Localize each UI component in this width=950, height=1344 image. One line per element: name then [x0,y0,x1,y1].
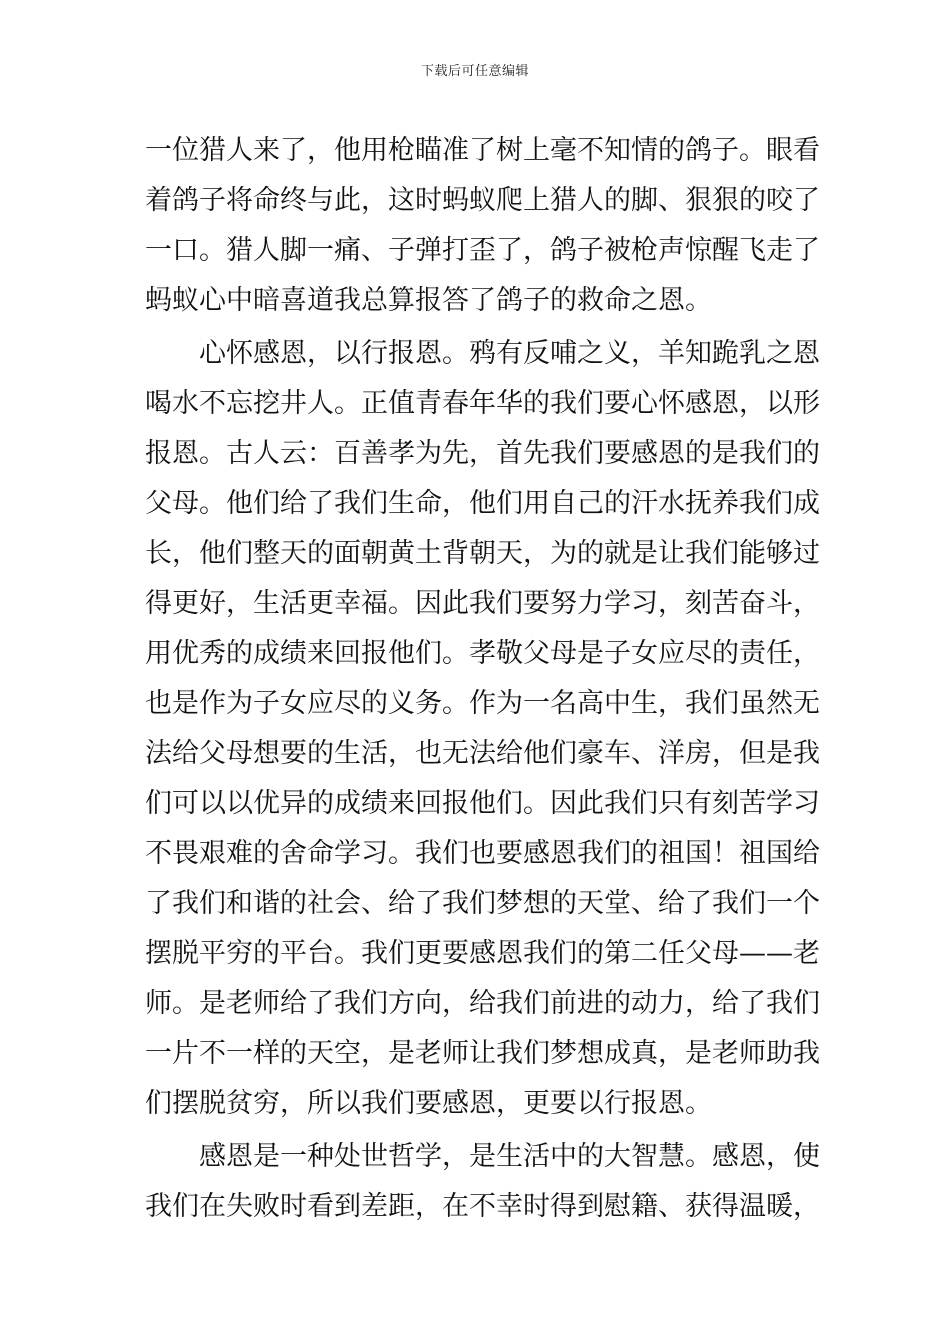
paragraph-1-line-2: 着鸽子将命终与此，这时蚂蚁爬上猎人的脚、狠狠的咬了 [145,185,820,216]
paragraph-2-line-2: 喝水不忘挖井人。正值青春年华的我们要心怀感恩，以形 [145,388,820,419]
paragraph-3-line-1: 感恩是一种处世哲学，是生活中的大智慧。感恩，使 [199,1141,820,1172]
paragraph-2-line-15: 一片不一样的天空，是老师让我们梦想成真，是老师助我 [145,1038,820,1069]
paragraph-3-line-2: 我们在失败时看到差距，在不幸时得到慰籍、获得温暖， [145,1191,820,1222]
paragraph-2-line-5: 长，他们整天的面朝黄土背朝天，为的就是让我们能够过 [145,538,820,569]
paragraph-2-line-6: 得更好，生活更幸福。因此我们要努力学习，刻苦奋斗， [145,588,820,619]
paragraph-2-line-11: 不畏艰难的舍命学习。我们也要感恩我们的祖国！祖国给 [145,838,820,869]
paragraph-2-line-3: 报恩。古人云：百善孝为先，首先我们要感恩的是我们的 [145,438,820,469]
paragraph-1-line-3: 一口。猎人脚一痛、子弹打歪了，鸽子被枪声惊醒飞走了 [145,235,820,266]
paragraph-2-line-7: 用优秀的成绩来回报他们。孝敬父母是子女应尽的责任， [145,638,820,669]
paragraph-2-line-8: 也是作为子女应尽的义务。作为一名高中生，我们虽然无 [145,688,820,719]
paragraph-2-line-16: 们摆脱贫穷，所以我们要感恩，更要以行报恩。 [145,1088,712,1119]
page-header: 下载后可任意编辑 [420,64,529,79]
paragraph-2-line-4: 父母。他们给了我们生命，他们用自己的汗水抚养我们成 [145,488,820,519]
paragraph-2-line-9: 法给父母想要的生活，也无法给他们豪车、洋房，但是我 [145,738,820,769]
paragraph-2-line-13: 摆脱平穷的平台。我们更要感恩我们的第二任父母——老 [145,938,820,969]
document-body [145,126,820,1232]
paragraph-1-line-4: 蚂蚁心中暗喜道我总算报答了鸽子的救命之恩。 [145,285,712,316]
paragraph-2-line-14: 师。是老师给了我们方向，给我们前进的动力，给了我们 [145,988,820,1019]
paragraph-2-line-1: 心怀感恩，以行报恩。鸦有反哺之义，羊知跪乳之恩 [199,338,820,369]
paragraph-2-line-12: 了我们和谐的社会、给了我们梦想的天堂、给了我们一个 [145,888,820,919]
paragraph-1-line-1: 一位猎人来了，他用枪瞄准了树上毫不知情的鸽子。眼看 [145,135,820,166]
paragraph-2-line-10: 们可以以优异的成绩来回报他们。因此我们只有刻苦学习 [145,788,820,819]
